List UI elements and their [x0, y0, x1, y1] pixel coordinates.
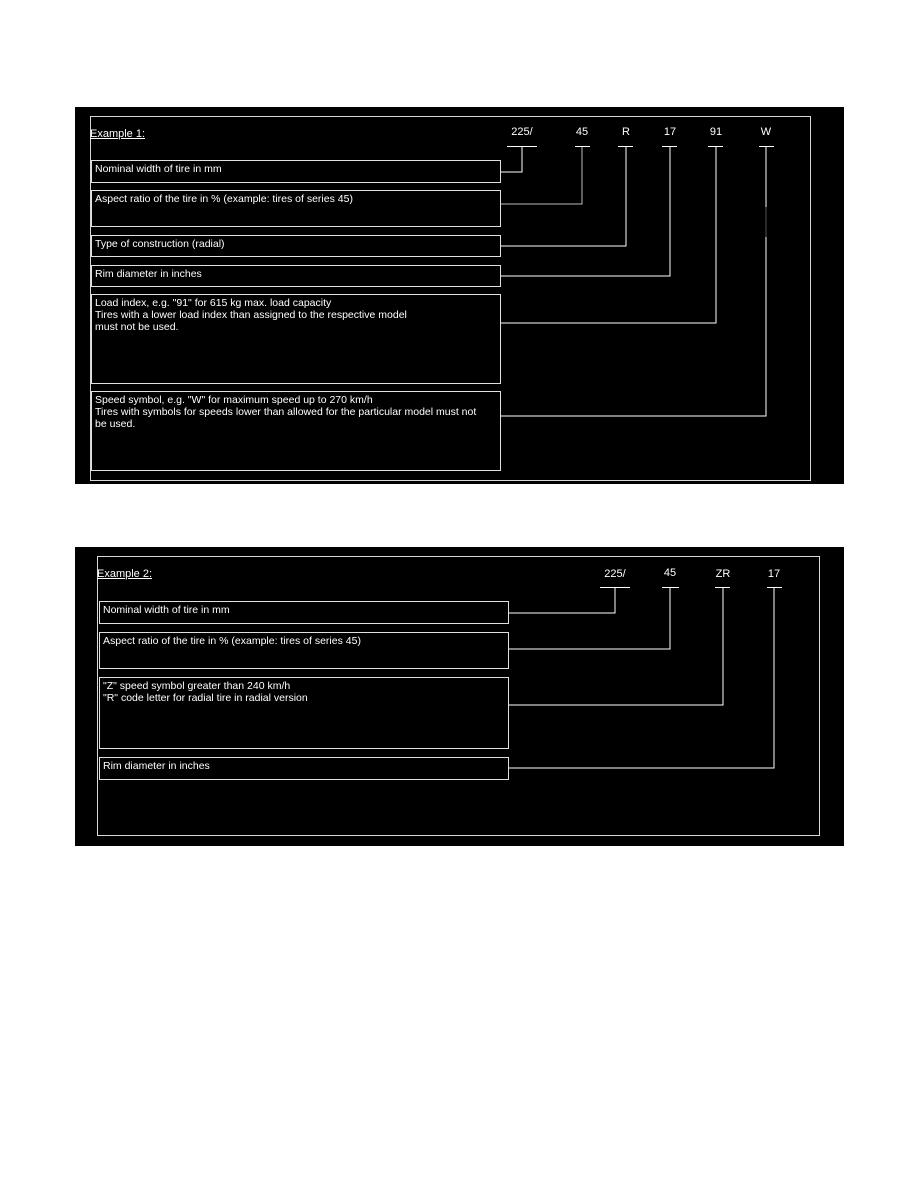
code-aspect: 45	[663, 567, 677, 579]
code-rim: 17	[767, 568, 781, 580]
box-text: Rim diameter in inches	[95, 268, 202, 280]
box-speed-radial	[99, 677, 509, 749]
box-text: Aspect ratio of the tire in % (example: tires of series 45)	[103, 635, 361, 647]
code-aspect: 45	[575, 126, 589, 138]
box-rim-diameter	[91, 265, 501, 287]
box-text: Tires with symbols for speeds lower than allowed for the particular model must not	[95, 406, 477, 418]
example-2-title: Example 2:	[97, 568, 153, 580]
code-rim: 17	[663, 126, 677, 138]
code-speed-symbol: W	[760, 126, 772, 138]
code-width: 225/	[604, 568, 626, 580]
box-text: "Z" speed symbol greater than 240 km/h	[103, 680, 291, 692]
box-text: Type of construction (radial)	[95, 238, 225, 250]
code-speed-radial: ZR	[715, 568, 731, 580]
box-text: Nominal width of tire in mm	[103, 604, 230, 616]
box-text: Load index, e.g. "91" for 615 kg max. load capacity	[95, 297, 332, 309]
code-load-index: 91	[709, 126, 723, 138]
box-text: Tires with a lower load index than assigned to the respective model	[95, 309, 407, 321]
box-construction	[91, 235, 501, 257]
code-construction: R	[622, 126, 630, 138]
box-text: be used.	[95, 418, 136, 430]
box-text: Rim diameter in inches	[103, 760, 210, 772]
example-1-panel	[75, 107, 844, 484]
box-aspect-ratio	[91, 190, 501, 227]
box-aspect-ratio	[99, 632, 509, 669]
box-text: must not be used.	[95, 321, 179, 333]
box-text: "R" code letter for radial tire in radial version	[103, 692, 308, 704]
box-speed-symbol	[91, 391, 501, 471]
code-width: 225/	[511, 126, 533, 138]
box-text: Aspect ratio of the tire in % (example: tires of series 45)	[95, 193, 353, 205]
box-nominal-width	[99, 601, 509, 624]
example-2-panel	[75, 547, 844, 846]
example-1-title: Example 1:	[90, 128, 146, 140]
box-rim-diameter	[99, 757, 509, 780]
box-text: Speed symbol, e.g. "W" for maximum speed up to 270 km/h	[95, 394, 373, 406]
box-load-index	[91, 294, 501, 384]
box-nominal-width	[91, 160, 501, 183]
box-text: Nominal width of tire in mm	[95, 163, 222, 175]
